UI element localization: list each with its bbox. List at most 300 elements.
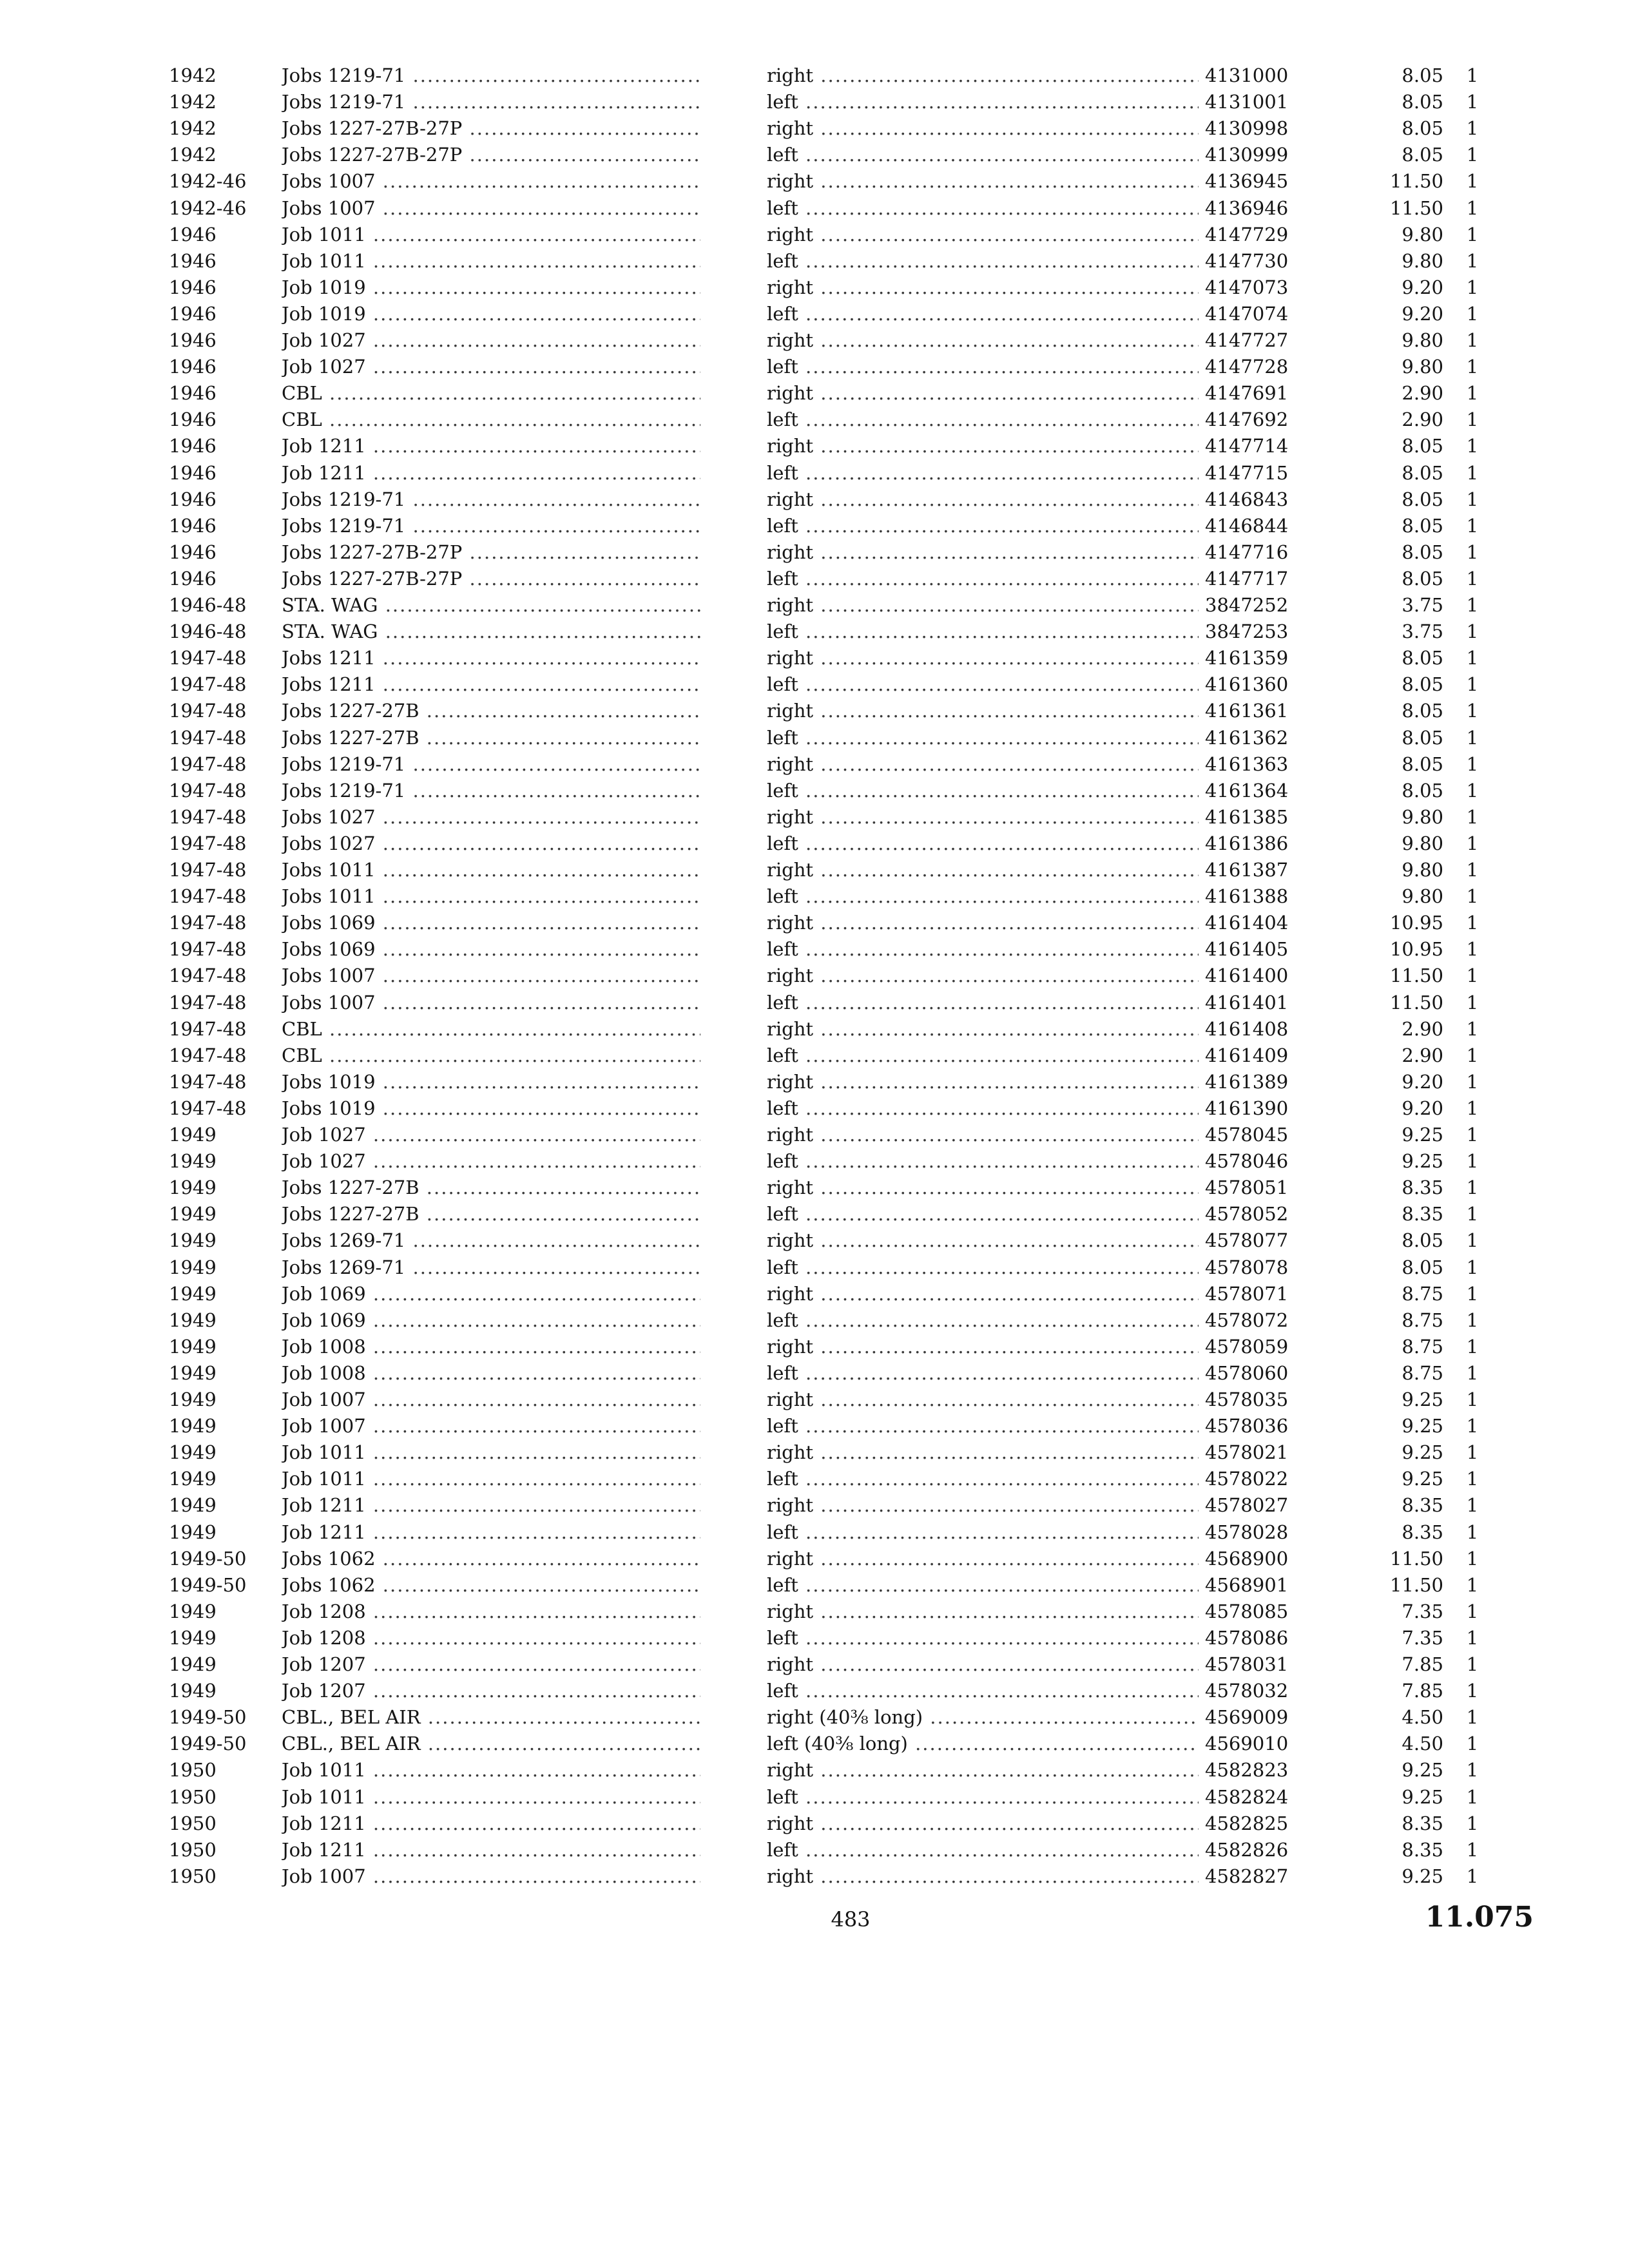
price-cell: 9.20 [1402, 1097, 1443, 1119]
price-cell: 9.80 [1402, 223, 1443, 245]
side-cell: left ..... [767, 1413, 1199, 1439]
quantity-cell: 1 [1466, 1256, 1479, 1278]
part-number-cell: 4578027 [1205, 1494, 1289, 1517]
part-number-cell: 4131001 [1205, 91, 1289, 113]
part-number-cell: 4568900 [1205, 1547, 1289, 1570]
year-cell: 1946 [169, 461, 217, 484]
price-cell: 8.35 [1402, 1838, 1443, 1861]
model-cell: Jobs 1227-27B ..... [282, 725, 700, 751]
year-cell: 1949 [169, 1653, 217, 1675]
year-cell: 1950 [169, 1812, 217, 1834]
side-cell: right ..... [767, 1122, 1199, 1148]
side-cell: left ..... [767, 1201, 1199, 1227]
side-cell: right ..... [767, 1757, 1199, 1783]
table-row [0, 1757, 1629, 1783]
model-cell: Job 1027 ..... [282, 1122, 700, 1148]
part-number-cell: 4136946 [1205, 197, 1289, 219]
price-cell: 8.05 [1402, 567, 1443, 590]
part-number-cell: 4161409 [1205, 1044, 1289, 1066]
table-row [0, 1069, 1629, 1095]
side-cell: left ..... [767, 831, 1199, 856]
price-cell: 8.05 [1402, 700, 1443, 722]
table-row [0, 963, 1629, 988]
model-cell: Jobs 1227-27B-27P ..... [282, 539, 700, 565]
year-cell: 1946 [169, 382, 217, 405]
year-cell: 1942 [169, 91, 217, 113]
price-cell: 9.25 [1402, 1124, 1443, 1146]
price-cell: 8.05 [1402, 64, 1443, 86]
quantity-cell: 1 [1466, 170, 1479, 193]
year-cell: 1947-48 [169, 726, 247, 749]
part-number-cell: 4147714 [1205, 435, 1289, 457]
price-cell: 8.35 [1402, 1521, 1443, 1543]
model-cell: Jobs 1019 ..... [282, 1069, 700, 1095]
side-cell: right ..... [767, 222, 1199, 247]
table-row [0, 1466, 1629, 1492]
quantity-cell: 1 [1466, 594, 1479, 616]
year-cell: 1946 [169, 435, 217, 457]
year-cell: 1950 [169, 1865, 217, 1887]
table-row [0, 1360, 1629, 1386]
side-cell: left ..... [767, 1678, 1199, 1704]
table-row [0, 1387, 1629, 1412]
year-cell: 1946 [169, 541, 217, 563]
part-number-cell: 4578035 [1205, 1389, 1289, 1410]
year-cell: 1947-48 [169, 1044, 247, 1066]
quantity-cell: 1 [1466, 382, 1479, 405]
year-cell: 1942-46 [169, 197, 247, 219]
table-row [0, 1546, 1629, 1571]
year-cell: 1949-50 [169, 1547, 247, 1570]
side-cell: left ..... [767, 407, 1199, 432]
side-cell: right ..... [767, 698, 1199, 724]
quantity-cell: 1 [1466, 1070, 1479, 1093]
part-number-cell: 4136945 [1205, 170, 1289, 193]
table-row [0, 1519, 1629, 1545]
part-number-cell: 4161387 [1205, 859, 1289, 881]
table-row [0, 1811, 1629, 1836]
model-cell: Job 1027 ..... [282, 1148, 700, 1174]
side-cell: left ..... [767, 248, 1199, 274]
model-cell: Job 1027 ..... [282, 327, 700, 353]
year-cell: 1946 [169, 249, 217, 272]
part-number-cell: 4578022 [1205, 1468, 1289, 1490]
year-cell: 1946 [169, 356, 217, 378]
table-row [0, 1837, 1629, 1863]
model-cell: STA. WAG ..... [282, 592, 700, 618]
model-cell: Jobs 1007 ..... [282, 168, 700, 194]
part-number-cell: 4146843 [1205, 488, 1289, 510]
part-number-cell: 4578086 [1205, 1626, 1289, 1649]
quantity-cell: 1 [1466, 1759, 1479, 1782]
side-cell: right ..... [767, 857, 1199, 883]
part-number-cell: 4147730 [1205, 249, 1289, 272]
year-cell: 1949 [169, 1256, 217, 1278]
table-row [0, 936, 1629, 962]
table-row [0, 1175, 1629, 1200]
quantity-cell: 1 [1466, 832, 1479, 854]
quantity-cell: 1 [1466, 885, 1479, 908]
year-cell: 1946 [169, 488, 217, 510]
year-cell: 1949 [169, 1124, 217, 1146]
quantity-cell: 1 [1466, 488, 1479, 510]
year-cell: 1949 [169, 1441, 217, 1464]
side-cell: right ..... [767, 1227, 1199, 1253]
price-cell: 9.20 [1402, 1070, 1443, 1093]
quantity-cell: 1 [1466, 1494, 1479, 1517]
year-cell: 1942-46 [169, 170, 247, 193]
side-cell: left ..... [767, 671, 1199, 697]
part-number-cell: 4578031 [1205, 1653, 1289, 1675]
side-cell: right ..... [767, 1599, 1199, 1624]
price-cell: 9.25 [1402, 1785, 1443, 1808]
quantity-cell: 1 [1466, 197, 1479, 219]
part-number-cell: 4161386 [1205, 832, 1289, 854]
model-cell: CBL., BEL AIR ..... [282, 1731, 700, 1756]
price-cell: 8.05 [1402, 488, 1443, 510]
quantity-cell: 1 [1466, 1335, 1479, 1358]
price-cell: 8.35 [1402, 1177, 1443, 1199]
part-number-cell: 4130998 [1205, 117, 1289, 140]
side-cell: right (40⅜ long) ..... [767, 1704, 1199, 1730]
model-cell: Job 1069 ..... [282, 1281, 700, 1307]
quantity-cell: 1 [1466, 991, 1479, 1014]
side-cell: right ..... [767, 1492, 1199, 1518]
year-cell: 1946 [169, 223, 217, 245]
side-cell: right ..... [767, 274, 1199, 300]
model-cell: Job 1211 ..... [282, 1811, 700, 1836]
model-cell: Job 1007 ..... [282, 1387, 700, 1412]
table-row [0, 1095, 1629, 1121]
table-row [0, 513, 1629, 539]
side-cell: left ..... [767, 1466, 1199, 1492]
quantity-cell: 1 [1466, 1733, 1479, 1755]
year-cell: 1947-48 [169, 965, 247, 987]
side-cell: left ..... [767, 725, 1199, 751]
table-row [0, 671, 1629, 697]
side-cell: right ..... [767, 1175, 1199, 1200]
year-cell: 1947-48 [169, 753, 247, 775]
year-cell: 1949-50 [169, 1573, 247, 1596]
price-cell: 9.80 [1402, 356, 1443, 378]
model-cell: CBL ..... [282, 407, 700, 432]
year-cell: 1947-48 [169, 885, 247, 908]
year-cell: 1946 [169, 567, 217, 590]
quantity-cell: 1 [1466, 541, 1479, 563]
table-row [0, 910, 1629, 936]
side-cell: left ..... [767, 990, 1199, 1015]
quantity-cell: 1 [1466, 726, 1479, 749]
side-cell: left ..... [767, 301, 1199, 327]
side-cell: left ..... [767, 1837, 1199, 1863]
side-cell: left ..... [767, 1148, 1199, 1174]
table-row [0, 1731, 1629, 1756]
side-cell: left ..... [767, 883, 1199, 909]
part-number-cell: 4582823 [1205, 1759, 1289, 1782]
model-cell: Job 1008 ..... [282, 1360, 700, 1386]
side-cell: left ..... [767, 89, 1199, 115]
part-number-cell: 4578045 [1205, 1124, 1289, 1146]
year-cell: 1949 [169, 1600, 217, 1622]
table-row [0, 301, 1629, 327]
quantity-cell: 1 [1466, 1468, 1479, 1490]
model-cell: Jobs 1227-27B ..... [282, 698, 700, 724]
table-row [0, 539, 1629, 565]
year-cell: 1949-50 [169, 1733, 247, 1755]
table-row [0, 804, 1629, 830]
year-cell: 1947-48 [169, 1017, 247, 1040]
model-cell: Jobs 1219-71 ..... [282, 486, 700, 512]
price-cell: 7.35 [1402, 1626, 1443, 1649]
year-cell: 1949 [169, 1494, 217, 1517]
year-cell: 1942 [169, 144, 217, 166]
year-cell: 1947-48 [169, 912, 247, 934]
model-cell: Job 1207 ..... [282, 1678, 700, 1704]
model-cell: Jobs 1062 ..... [282, 1546, 700, 1571]
price-cell: 9.80 [1402, 249, 1443, 272]
price-cell: 8.35 [1402, 1812, 1443, 1834]
part-number-cell: 4161408 [1205, 1017, 1289, 1040]
part-number-cell: 4147692 [1205, 408, 1289, 431]
quantity-cell: 1 [1466, 1600, 1479, 1622]
price-cell: 8.05 [1402, 461, 1443, 484]
quantity-cell: 1 [1466, 1017, 1479, 1040]
price-cell: 9.25 [1402, 1150, 1443, 1173]
part-number-cell: 4578060 [1205, 1361, 1289, 1384]
year-cell: 1949 [169, 1521, 217, 1543]
price-cell: 7.85 [1402, 1680, 1443, 1702]
side-cell: left ..... [767, 195, 1199, 221]
quantity-cell: 1 [1466, 276, 1479, 298]
side-cell: left ..... [767, 1625, 1199, 1651]
price-cell: 11.50 [1389, 991, 1443, 1014]
part-number-cell: 3847253 [1205, 620, 1289, 643]
model-cell: Jobs 1027 ..... [282, 804, 700, 830]
quantity-cell: 1 [1466, 1706, 1479, 1729]
side-cell: left ..... [767, 1307, 1199, 1333]
part-number-cell: 4582825 [1205, 1812, 1289, 1834]
model-cell: Job 1207 ..... [282, 1651, 700, 1677]
side-cell: right ..... [767, 380, 1199, 406]
price-cell: 8.75 [1402, 1335, 1443, 1358]
price-cell: 11.50 [1389, 1547, 1443, 1570]
model-cell: Job 1027 ..... [282, 354, 700, 380]
side-cell: right ..... [767, 1069, 1199, 1095]
year-cell: 1949 [169, 1361, 217, 1384]
table-row [0, 486, 1629, 512]
price-cell: 8.05 [1402, 779, 1443, 802]
side-cell: left ..... [767, 1095, 1199, 1121]
table-row [0, 1439, 1629, 1465]
quantity-cell: 1 [1466, 1653, 1479, 1675]
quantity-cell: 1 [1466, 700, 1479, 722]
side-cell: right ..... [767, 910, 1199, 936]
side-cell: left ..... [767, 1572, 1199, 1598]
quantity-cell: 1 [1466, 144, 1479, 166]
price-cell: 2.90 [1402, 1017, 1443, 1040]
quantity-cell: 1 [1466, 461, 1479, 484]
year-cell: 1942 [169, 64, 217, 86]
quantity-cell: 1 [1466, 859, 1479, 881]
model-cell: Jobs 1069 ..... [282, 936, 700, 962]
side-cell: left ..... [767, 619, 1199, 644]
quantity-cell: 1 [1466, 1865, 1479, 1887]
model-cell: Job 1008 ..... [282, 1334, 700, 1360]
year-cell: 1949 [169, 1468, 217, 1490]
model-cell: CBL ..... [282, 1016, 700, 1042]
part-number-cell: 4146844 [1205, 514, 1289, 537]
model-cell: Jobs 1211 ..... [282, 645, 700, 671]
model-cell: Job 1011 ..... [282, 1784, 700, 1810]
table-row [0, 62, 1629, 88]
price-cell: 8.05 [1402, 435, 1443, 457]
table-row [0, 592, 1629, 618]
table-row [0, 725, 1629, 751]
price-cell: 9.20 [1402, 302, 1443, 325]
year-cell: 1947-48 [169, 779, 247, 802]
part-number-cell: 4578028 [1205, 1521, 1289, 1543]
price-cell: 9.80 [1402, 859, 1443, 881]
year-cell: 1946 [169, 329, 217, 351]
price-cell: 8.35 [1402, 1203, 1443, 1225]
model-cell: Jobs 1219-71 ..... [282, 751, 700, 777]
table-row [0, 115, 1629, 141]
part-number-cell: 4161390 [1205, 1097, 1289, 1119]
part-number-cell: 4578085 [1205, 1600, 1289, 1622]
price-cell: 2.90 [1402, 1044, 1443, 1066]
price-cell: 8.05 [1402, 753, 1443, 775]
table-row [0, 645, 1629, 671]
price-cell: 8.05 [1402, 647, 1443, 669]
year-cell: 1949 [169, 1203, 217, 1225]
year-cell: 1946-48 [169, 620, 247, 643]
table-row [0, 1625, 1629, 1651]
side-cell: left ..... [767, 142, 1199, 168]
price-cell: 10.95 [1389, 912, 1443, 934]
quantity-cell: 1 [1466, 1177, 1479, 1199]
part-number-cell: 4147729 [1205, 223, 1289, 245]
table-row [0, 1678, 1629, 1704]
side-cell: right ..... [767, 1334, 1199, 1360]
quantity-cell: 1 [1466, 779, 1479, 802]
year-cell: 1947-48 [169, 1070, 247, 1093]
model-cell: Jobs 1069 ..... [282, 910, 700, 936]
model-cell: Job 1211 ..... [282, 433, 700, 459]
model-cell: Job 1211 ..... [282, 1492, 700, 1518]
quantity-cell: 1 [1466, 1097, 1479, 1119]
price-cell: 11.50 [1389, 1573, 1443, 1596]
model-cell: Jobs 1007 ..... [282, 990, 700, 1015]
quantity-cell: 1 [1466, 64, 1479, 86]
quantity-cell: 1 [1466, 965, 1479, 987]
quantity-cell: 1 [1466, 1309, 1479, 1331]
quantity-cell: 1 [1466, 356, 1479, 378]
model-cell: Job 1208 ..... [282, 1599, 700, 1624]
price-cell: 8.05 [1402, 117, 1443, 140]
table-row [0, 1784, 1629, 1810]
part-number-cell: 4578059 [1205, 1335, 1289, 1358]
price-cell: 9.25 [1402, 1441, 1443, 1464]
side-cell: left ..... [767, 354, 1199, 380]
table-row [0, 1863, 1629, 1889]
model-cell: Jobs 1227-27B-27P ..... [282, 142, 700, 168]
part-number-cell: 4161361 [1205, 700, 1289, 722]
price-cell: 9.25 [1402, 1759, 1443, 1782]
model-cell: Job 1019 ..... [282, 301, 700, 327]
side-cell: right ..... [767, 804, 1199, 830]
table-row [0, 168, 1629, 194]
year-cell: 1946 [169, 302, 217, 325]
price-cell: 11.50 [1389, 170, 1443, 193]
side-cell: left ..... [767, 936, 1199, 962]
part-number-cell: 4147727 [1205, 329, 1289, 351]
side-cell: left ..... [767, 1360, 1199, 1386]
table-row [0, 751, 1629, 777]
part-number-cell: 4147717 [1205, 567, 1289, 590]
model-cell: CBL., BEL AIR ..... [282, 1704, 700, 1730]
model-cell: STA. WAG ..... [282, 619, 700, 644]
side-cell: right ..... [767, 1281, 1199, 1307]
price-cell: 8.05 [1402, 1229, 1443, 1252]
quantity-cell: 1 [1466, 1521, 1479, 1543]
side-cell: right ..... [767, 1439, 1199, 1465]
year-cell: 1947-48 [169, 938, 247, 961]
table-row [0, 831, 1629, 856]
model-cell: Job 1211 ..... [282, 460, 700, 486]
side-cell: right ..... [767, 1651, 1199, 1677]
model-cell: Job 1011 ..... [282, 222, 700, 247]
year-cell: 1946 [169, 514, 217, 537]
part-number-cell: 4161401 [1205, 991, 1289, 1014]
model-cell: Jobs 1027 ..... [282, 831, 700, 856]
model-cell: Job 1211 ..... [282, 1519, 700, 1545]
quantity-cell: 1 [1466, 408, 1479, 431]
price-cell: 2.90 [1402, 382, 1443, 405]
table-row [0, 1122, 1629, 1148]
part-number-cell: 4578032 [1205, 1680, 1289, 1702]
table-row [0, 1413, 1629, 1439]
model-cell: Jobs 1227-27B-27P ..... [282, 115, 700, 141]
side-cell: right ..... [767, 1811, 1199, 1836]
model-cell: Jobs 1219-71 ..... [282, 778, 700, 803]
table-row [0, 354, 1629, 380]
table-row [0, 1572, 1629, 1598]
side-cell: right ..... [767, 751, 1199, 777]
model-cell: CBL ..... [282, 380, 700, 406]
price-cell: 9.25 [1402, 1415, 1443, 1437]
part-number-cell: 4147073 [1205, 276, 1289, 298]
part-number-cell: 4161364 [1205, 779, 1289, 802]
price-cell: 8.05 [1402, 514, 1443, 537]
quantity-cell: 1 [1466, 567, 1479, 590]
year-cell: 1949 [169, 1626, 217, 1649]
quantity-cell: 1 [1466, 91, 1479, 113]
part-number-cell: 4578071 [1205, 1282, 1289, 1305]
side-cell: right ..... [767, 433, 1199, 459]
table-row [0, 380, 1629, 406]
table-row [0, 1599, 1629, 1624]
table-row [0, 1704, 1629, 1730]
year-cell: 1947-48 [169, 673, 247, 696]
part-number-cell: 4161389 [1205, 1070, 1289, 1093]
part-number-cell: 4578051 [1205, 1177, 1289, 1199]
table-row [0, 274, 1629, 300]
year-cell: 1947-48 [169, 832, 247, 854]
year-cell: 1949 [169, 1309, 217, 1331]
part-number-cell: 4582824 [1205, 1785, 1289, 1808]
year-cell: 1949 [169, 1150, 217, 1173]
model-cell: Job 1007 ..... [282, 1413, 700, 1439]
